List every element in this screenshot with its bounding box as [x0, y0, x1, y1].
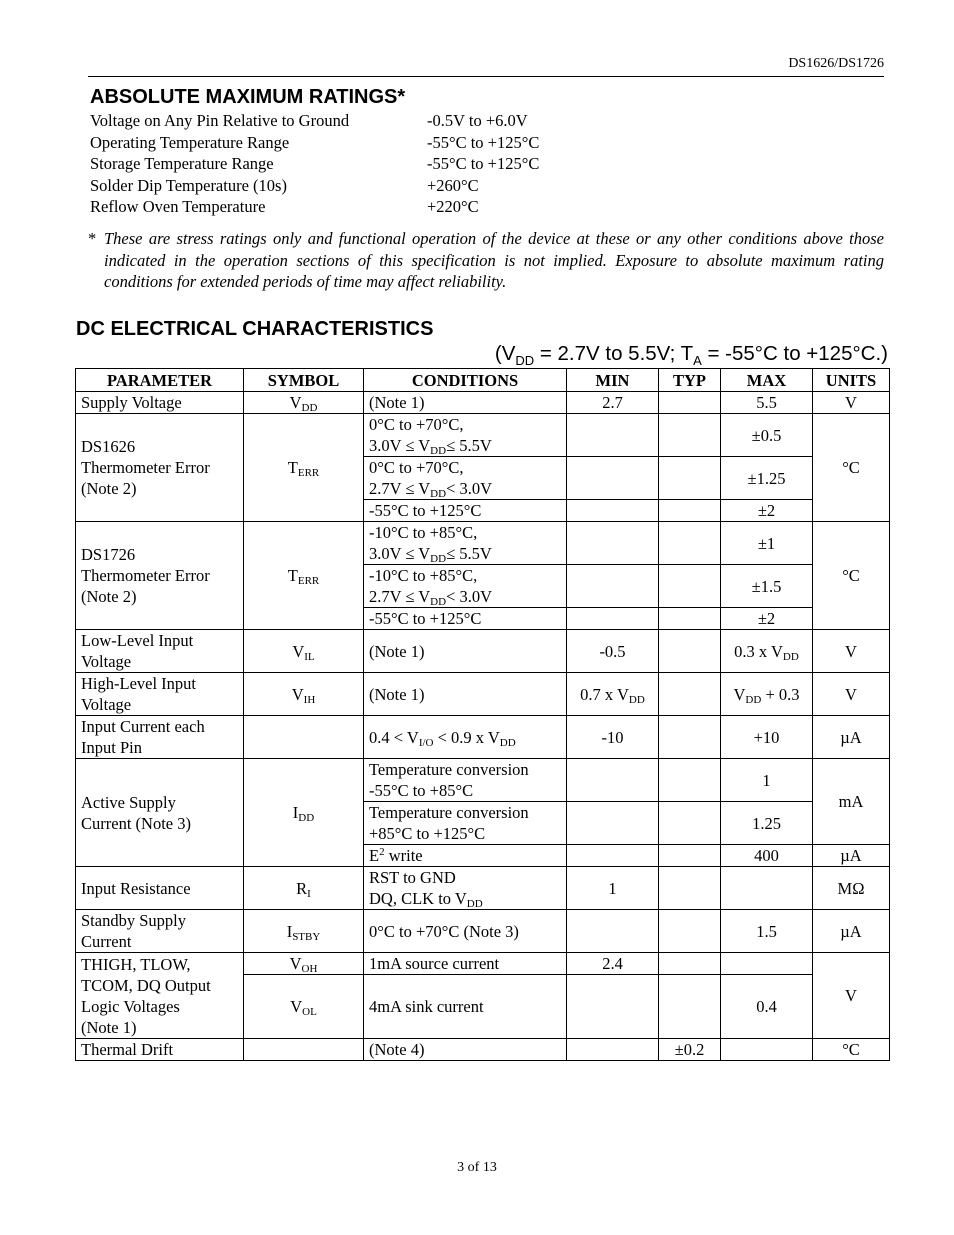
- param-line: High-Level Input: [81, 674, 197, 693]
- units-cell: V: [813, 392, 890, 414]
- rating-label: Reflow Oven Temperature: [90, 197, 266, 217]
- cond-text: = 2.7V to 5.5V; T: [534, 342, 694, 365]
- header-max: MAX: [721, 369, 813, 392]
- param-cell: [76, 630, 244, 673]
- typ-cell: [659, 867, 721, 910]
- rating-value: -55°C to +125°C: [427, 132, 540, 152]
- rating-value: -55°C to +125°C: [427, 154, 540, 174]
- max-cell: [721, 673, 813, 716]
- abs-max-row: [90, 175, 539, 197]
- max-cell: 0.4: [721, 975, 813, 1039]
- symbol-text: R: [296, 878, 308, 898]
- cond-cell: (Note 1): [364, 392, 567, 414]
- rating-label: Voltage on Any Pin Relative to Ground: [90, 111, 350, 130]
- max-text: + 0.3: [761, 684, 800, 704]
- cond-text: 2.7V ≤ V: [369, 587, 431, 606]
- cond-line: [369, 478, 561, 499]
- min-sub: DD: [628, 693, 645, 706]
- units-cell: °C: [813, 1039, 890, 1061]
- max-cell: ±2: [721, 608, 813, 630]
- cond-text: ≤ 5.5V: [446, 436, 492, 455]
- header-typ: TYP: [659, 369, 721, 392]
- cond-sub: I/O: [418, 736, 434, 749]
- cond-cell: [364, 759, 567, 802]
- cond-cell: -55°C to +125°C: [364, 608, 567, 630]
- typ-cell: [659, 716, 721, 759]
- max-cell: ±1.5: [721, 565, 813, 608]
- typ-cell: [659, 953, 721, 975]
- units-cell: V: [813, 953, 890, 1039]
- min-cell: [567, 1039, 659, 1061]
- cond-line: -10°C to +85°C,: [369, 566, 478, 585]
- cond-cell: [364, 414, 567, 457]
- symbol-cell: [244, 414, 364, 522]
- typ-cell: [659, 522, 721, 565]
- max-text: V: [733, 684, 746, 704]
- table-row: [76, 953, 890, 975]
- cond-sub: DD: [430, 488, 447, 500]
- param-line: Voltage: [81, 652, 132, 671]
- param-line: (Note 2): [81, 479, 137, 498]
- table-row: [76, 1039, 890, 1061]
- header-symbol: SYMBOL: [244, 369, 364, 392]
- typ-cell: [659, 975, 721, 1039]
- cond-line: [369, 543, 561, 564]
- symbol-sub: STBY: [292, 930, 321, 943]
- cond-sub: DD: [499, 736, 516, 749]
- symbol-cell: [244, 392, 364, 414]
- cond-cell: (Note 1): [364, 673, 567, 716]
- abs-max-list: [90, 110, 539, 218]
- min-cell: [567, 500, 659, 522]
- symbol-text: I: [286, 921, 293, 941]
- cond-cell: [364, 845, 567, 867]
- param-line: Active Supply: [81, 792, 176, 812]
- max-cell: ±2: [721, 500, 813, 522]
- table-row: [76, 673, 890, 716]
- cond-line: +85°C to +125°C: [369, 824, 486, 843]
- cond-text: < 3.0V: [446, 587, 493, 606]
- cond-sub: A: [693, 353, 702, 369]
- cond-sub: DD: [430, 445, 447, 457]
- cond-text: ≤ 5.5V: [446, 544, 492, 563]
- param-line: DS1626: [81, 437, 136, 456]
- cond-line: Temperature conversion: [369, 803, 529, 822]
- symbol-sub: I: [307, 887, 311, 900]
- cond-text: write: [384, 846, 423, 865]
- typ-cell: [659, 457, 721, 500]
- units-cell: MΩ: [813, 867, 890, 910]
- param-line: Thermometer Error: [81, 566, 210, 585]
- symbol-cell: [244, 1039, 364, 1061]
- cond-text: < 3.0V: [446, 479, 493, 498]
- param-cell: Supply Voltage: [76, 392, 244, 414]
- cond-sub: DD: [515, 353, 535, 369]
- max-cell: ±0.5: [721, 414, 813, 457]
- max-cell: 1: [721, 759, 813, 802]
- cond-sup: 2: [379, 846, 385, 858]
- cond-cell: [364, 716, 567, 759]
- table-row: [76, 867, 890, 910]
- min-cell: [567, 845, 659, 867]
- symbol-cell: [244, 716, 364, 759]
- typ-cell: [659, 802, 721, 845]
- min-cell: [567, 802, 659, 845]
- symbol-cell: [244, 522, 364, 630]
- cond-cell: [364, 457, 567, 500]
- param-line: Input Current each: [81, 717, 205, 736]
- abs-max-row: [90, 110, 539, 132]
- symbol-sub: IL: [304, 650, 315, 663]
- symbol-text: V: [292, 641, 305, 661]
- param-line: THIGH, TLOW,: [81, 954, 191, 974]
- note-text: These are stress ratings only and functional operation of the device at these or any other conditions above those indicated in the operation sections of this specification is not implied. Exposure to absolute maximum rating conditions for extended periods of time may affect reliability.: [104, 229, 884, 291]
- symbol-text: V: [289, 393, 302, 412]
- abs-max-row: [90, 132, 539, 154]
- header-conditions: CONDITIONS: [364, 369, 567, 392]
- param-cell: Thermal Drift: [76, 1039, 244, 1061]
- cond-cell: 0°C to +70°C (Note 3): [364, 910, 567, 953]
- param-cell: [76, 522, 244, 630]
- max-sub: DD: [745, 693, 762, 706]
- units-cell: µA: [813, 845, 890, 867]
- max-cell: 5.5: [721, 392, 813, 414]
- typ-cell: [659, 565, 721, 608]
- dc-characteristics-table: [75, 368, 890, 1061]
- min-cell: -0.5: [567, 630, 659, 673]
- stress-note: [88, 228, 884, 293]
- max-text: 0.3 x V: [734, 641, 783, 661]
- symbol-sub: OH: [301, 963, 318, 975]
- cond-text: DQ, CLK to V: [369, 889, 467, 908]
- min-cell: 2.4: [567, 953, 659, 975]
- symbol-cell: [244, 630, 364, 673]
- table-row: [76, 630, 890, 673]
- cond-line: 0°C to +70°C,: [369, 415, 464, 434]
- abs-max-row: [90, 153, 539, 175]
- max-cell: [721, 1039, 813, 1061]
- cond-line: 0°C to +70°C,: [369, 458, 464, 477]
- min-cell: [567, 975, 659, 1039]
- cond-line: Temperature conversion: [369, 760, 529, 779]
- param-cell: [76, 910, 244, 953]
- max-cell: ±1.25: [721, 457, 813, 500]
- param-line: Current: [81, 932, 132, 951]
- param-line: DS1726: [81, 545, 136, 564]
- cond-text: = -55°C to +125°C.): [701, 342, 888, 365]
- table-header-row: [76, 369, 890, 392]
- cond-line: -10°C to +85°C,: [369, 523, 478, 542]
- cond-cell: [364, 565, 567, 608]
- table-row: [76, 522, 890, 565]
- symbol-sub: ERR: [297, 575, 320, 587]
- cond-cell: [364, 867, 567, 910]
- typ-cell: [659, 608, 721, 630]
- min-cell: -10: [567, 716, 659, 759]
- rating-label: Solder Dip Temperature (10s): [90, 175, 287, 195]
- param-cell: [76, 414, 244, 522]
- symbol-text: T: [287, 458, 298, 477]
- typ-cell: [659, 845, 721, 867]
- cond-line: [369, 888, 561, 909]
- typ-cell: [659, 630, 721, 673]
- cond-cell: -55°C to +125°C: [364, 500, 567, 522]
- cond-line: [369, 586, 561, 607]
- typ-cell: [659, 759, 721, 802]
- cond-cell: [364, 802, 567, 845]
- cond-line: [369, 435, 561, 456]
- units-cell: mA: [813, 759, 890, 845]
- page-number: 3 of 13: [457, 1160, 497, 1175]
- cond-cell: (Note 1): [364, 630, 567, 673]
- cond-sub: DD: [430, 553, 447, 565]
- typ-cell: [659, 673, 721, 716]
- cond-line: RST to GND: [369, 868, 456, 887]
- symbol-sub: DD: [301, 402, 318, 414]
- table-row: [76, 759, 890, 802]
- param-line: (Note 2): [81, 587, 137, 606]
- cond-text: E: [369, 846, 380, 865]
- typ-cell: [659, 392, 721, 414]
- param-line: Low-Level Input: [81, 631, 194, 650]
- rating-label: Operating Temperature Range: [90, 132, 290, 152]
- cond-text: 0.4 < V: [369, 727, 419, 747]
- symbol-cell: [244, 673, 364, 716]
- table-row: [76, 414, 890, 457]
- symbol-text: V: [289, 954, 302, 973]
- typ-cell: [659, 910, 721, 953]
- abs-max-title: ABSOLUTE MAXIMUM RATINGS*: [90, 86, 406, 108]
- param-line: Logic Voltages: [81, 996, 180, 1016]
- symbol-cell: [244, 975, 364, 1039]
- cond-sub: DD: [430, 596, 447, 608]
- symbol-cell: [244, 867, 364, 910]
- param-line: Voltage: [81, 695, 132, 714]
- min-cell: [567, 414, 659, 457]
- max-cell: [721, 953, 813, 975]
- cond-text: 2.7V ≤ V: [369, 479, 431, 498]
- param-cell: [76, 953, 244, 1039]
- cond-text: 3.0V ≤ V: [369, 544, 431, 563]
- symbol-sub: ERR: [297, 467, 320, 479]
- symbol-text: I: [292, 803, 299, 822]
- min-cell: 1: [567, 867, 659, 910]
- param-line: (Note 1): [81, 1017, 137, 1037]
- max-sub: DD: [782, 650, 799, 663]
- rating-label: Storage Temperature Range: [90, 154, 274, 174]
- symbol-cell: [244, 910, 364, 953]
- min-cell: [567, 759, 659, 802]
- symbol-cell: [244, 953, 364, 975]
- cond-text: < 0.9 x V: [433, 727, 500, 747]
- abs-max-row: [90, 196, 539, 218]
- cond-cell: [364, 522, 567, 565]
- symbol-sub: DD: [298, 812, 315, 824]
- typ-cell: [659, 414, 721, 457]
- symbol-text: V: [291, 684, 304, 704]
- symbol-text: T: [287, 566, 298, 585]
- min-cell: [567, 457, 659, 500]
- param-line: Thermometer Error: [81, 458, 210, 477]
- typ-cell: [659, 500, 721, 522]
- min-cell: [567, 673, 659, 716]
- cond-text: 3.0V ≤ V: [369, 436, 431, 455]
- min-cell: [567, 565, 659, 608]
- rating-value: +220°C: [427, 197, 479, 217]
- units-cell: V: [813, 630, 890, 673]
- param-cell: [76, 673, 244, 716]
- table-row: [76, 910, 890, 953]
- max-cell: [721, 867, 813, 910]
- dc-title: DC ELECTRICAL CHARACTERISTICS: [76, 318, 434, 340]
- param-cell: [76, 716, 244, 759]
- typ-cell: ±0.2: [659, 1039, 721, 1061]
- param-line: TCOM, DQ Output: [81, 975, 211, 995]
- min-cell: 2.7: [567, 392, 659, 414]
- header-units: UNITS: [813, 369, 890, 392]
- cond-text: (V: [494, 342, 516, 365]
- param-line: Input Pin: [81, 738, 142, 757]
- units-cell: µA: [813, 716, 890, 759]
- symbol-text: V: [290, 997, 303, 1016]
- symbol-cell: [244, 759, 364, 867]
- param-cell: [76, 759, 244, 867]
- dc-conditions: [495, 342, 888, 368]
- rating-value: +260°C: [427, 175, 479, 195]
- param-line: Standby Supply: [81, 911, 186, 930]
- max-cell: 400: [721, 845, 813, 867]
- max-cell: ±1: [721, 522, 813, 565]
- max-cell: [721, 630, 813, 673]
- min-cell: [567, 522, 659, 565]
- cond-sub: DD: [466, 898, 483, 910]
- symbol-sub: OL: [302, 1006, 317, 1018]
- table-row: [76, 716, 890, 759]
- units-cell: V: [813, 673, 890, 716]
- rating-value: -0.5V to +6.0V: [427, 111, 528, 130]
- min-text: 0.7 x V: [580, 684, 629, 704]
- max-cell: 1.5: [721, 910, 813, 953]
- header-min: MIN: [567, 369, 659, 392]
- max-cell: 1.25: [721, 802, 813, 845]
- units-cell: µA: [813, 910, 890, 953]
- units-cell: °C: [813, 522, 890, 630]
- units-cell: °C: [813, 414, 890, 522]
- cond-line: -55°C to +85°C: [369, 781, 474, 800]
- document-id: DS1626/DS1726: [788, 56, 884, 71]
- cond-cell: 1mA source current: [364, 953, 567, 975]
- header-rule: [88, 76, 884, 77]
- note-asterisk: *: [88, 229, 97, 248]
- cond-cell: (Note 4): [364, 1039, 567, 1061]
- max-cell: +10: [721, 716, 813, 759]
- min-cell: [567, 608, 659, 630]
- header-parameter: PARAMETER: [76, 369, 244, 392]
- min-cell: [567, 910, 659, 953]
- param-line: Current (Note 3): [81, 813, 191, 833]
- table-row: [76, 392, 890, 414]
- param-cell: Input Resistance: [76, 867, 244, 910]
- symbol-sub: IH: [303, 693, 316, 706]
- cond-cell: 4mA sink current: [364, 975, 567, 1039]
